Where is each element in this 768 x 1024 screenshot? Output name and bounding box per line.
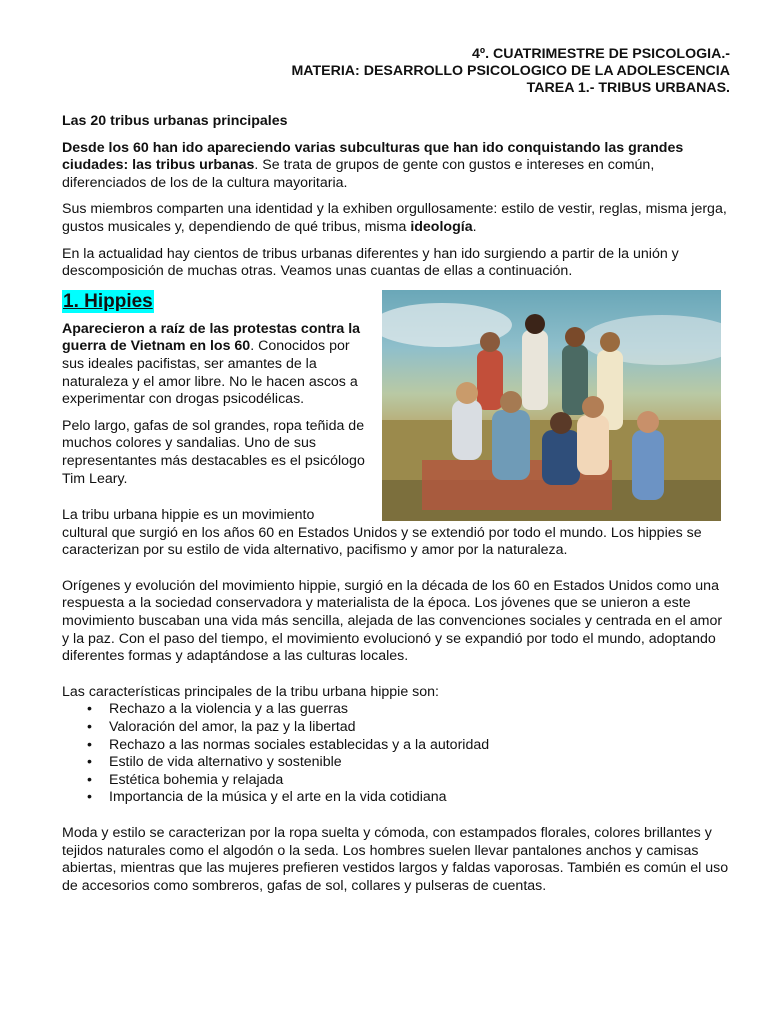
characteristics-list [62,701,730,807]
intro-paragraph-3: En la actualidad hay cientos de tribus urbanas diferentes y han ido surgiendo a partir de la unión y descomposición de muchas otras. Veamos unas cuantas de ellas a continuación. [62,245,679,280]
intro-paragraph-2 [62,201,730,236]
intro-paragraph-1 [62,140,730,193]
intro-p1-bold: Desde los 60 han ido apareciendo varias subculturas que han ido conquistando las grandes ciudades: las tribus urbanas [62,139,684,174]
header-line-subject: MATERIA: DESARROLLO PSICOLOGICO DE LA ADOLESCENCIA [291,63,730,79]
hippies-paragraph-origin [62,321,367,409]
hippies-paragraph-look: Pelo largo, gafas de sol grandes, ropa teñida de muchos colores y sandalias. Uno de sus representantes más destacables es el psicólogo Tim Leary. [62,417,365,487]
characteristics-intro: Las características principales de la tribu urbana hippie son: [62,683,439,700]
intro-p2-end: . [472,218,477,235]
list-item: • Importancia de la música y el arte en la vida cotidiana [109,789,730,807]
intro-p2-start: Sus miembros comparten una identidad y la exhiben orgullosamente: estilo de vestir, reglas, misma jerga, gustos musicales y, dependiendo de qué tribus, misma [62,201,727,235]
section-subtitle: Las 20 tribus urbanas principales [62,113,288,129]
movement-rest: cultural que surgió en los años 60 en Estados Unidos y se extendió por todo el mundo. Los hippies se caracterizan por su estilo de vida alternativo, pacifismo y amor por la naturaleza. [62,524,702,559]
hippies-paragraph-fashion: Moda y estilo se caracterizan por la ropa suelta y cómoda, con estampados florales, colores brillantes y tejidos naturales como el algodón o la seda. Los hombres suelen llevar pantalones anchos y camisas abiertas, mientras que las mujeres prefieren vestidos largos y faldas vaporosas. También es común el uso de accesorios como sombreros, gafas de sol, collares y pulseras de cuentas. [62,825,729,894]
header-line-course: 4º. CUATRIMESTRE DE PSICOLOGIA.- [472,46,730,62]
hippies-paragraph-history: Orígenes y evolución del movimiento hippie, surgió en la década de los 60 en Estados Unidos como una respuesta a la sociedad conservadora y materialista de la época. Los jóvenes que se unieron a este movimiento buscaban una vida más sencilla, alejada de las convenciones sociales y centrada en el amor y la paz. Con el paso del tiempo, el movimiento evolucionó y se expandió por todo el mundo, adoptando diferentes formas y adaptándose a las culturas locales. [62,577,723,665]
list-item: • Valoración del amor, la paz y la libertad [109,719,730,737]
intro-p1-rest: . Se trata de grupos de gente con gustos e intereses en común, diferenciados de los de la cultura mayoritaria. [62,157,655,191]
list-item: • Estética bohemia y relajada [109,772,730,790]
hippies-group-photo [382,290,721,521]
hippies-section [62,290,730,896]
header-line-assignment: TAREA 1.- TRIBUS URBANAS. [526,80,730,96]
intro-p2-bold: ideología [410,218,473,235]
document-page [62,46,730,895]
section-heading-hippies: 1. Hippies [63,290,153,312]
hippies-origin-bold: Aparecieron a raíz de las protestas contra la guerra de Vietnam en los 60 [62,320,361,355]
list-item: • Rechazo a la violencia y a las guerras [109,701,730,719]
document-header [62,46,730,97]
movement-line-1: La tribu urbana hippie es un movimiento [62,507,315,524]
hippies-left-column [62,321,367,488]
list-item: • Estilo de vida alternativo y sostenible [109,754,730,772]
list-item: • Rechazo a las normas sociales establecidas y a la autoridad [109,737,730,755]
hippies-origin-rest: . Conocidos por sus ideales pacifistas, ser amantes de la naturaleza y el amor libre. No le hacen ascos a experimentar con drogas psicodélicas. [62,338,358,408]
